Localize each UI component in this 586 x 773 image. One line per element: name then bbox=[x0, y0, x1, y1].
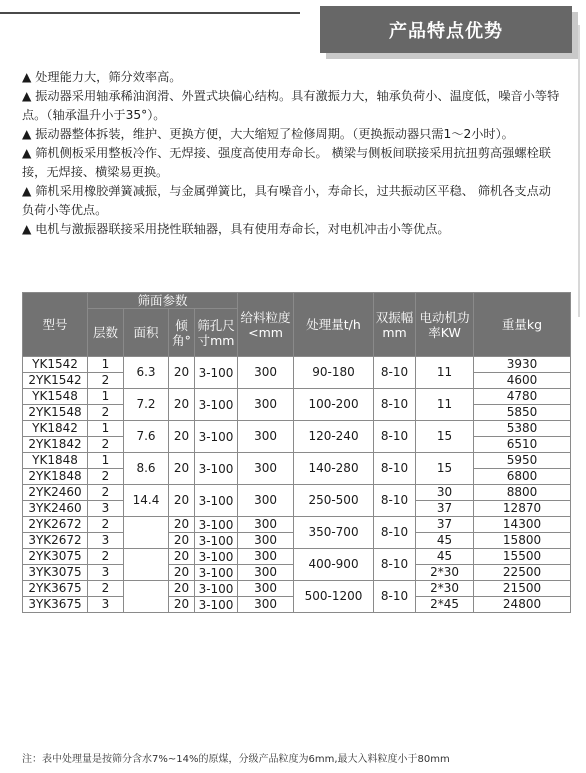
cell-amplitude: 8-10 bbox=[374, 485, 416, 517]
cell-layers: 1 bbox=[88, 421, 124, 437]
header-model: 型号 bbox=[23, 293, 88, 357]
cell-angle: 20 bbox=[169, 565, 195, 581]
cell-area: 6.3 bbox=[124, 357, 169, 389]
cell-aperture: 3-100 bbox=[195, 453, 238, 485]
cell-aperture: 3-100 bbox=[195, 389, 238, 421]
cell-capacity: 250-500 bbox=[294, 485, 374, 517]
cell-aperture: 3-100 bbox=[195, 485, 238, 517]
cell-weight: 4600 bbox=[474, 373, 571, 389]
header-angle: 倾角° bbox=[169, 309, 195, 357]
cell-aperture: 3-100 bbox=[195, 549, 238, 565]
banner-title: 产品特点优势 bbox=[389, 20, 503, 42]
cell-amplitude: 8-10 bbox=[374, 357, 416, 389]
cell-feed: 300 bbox=[238, 581, 294, 597]
cell-power: 15 bbox=[416, 453, 474, 485]
cell-model: 2YK1542 bbox=[23, 373, 88, 389]
cell-weight: 21500 bbox=[474, 581, 571, 597]
section-banner bbox=[320, 6, 572, 53]
cell-layers: 2 bbox=[88, 581, 124, 597]
header-capacity: 处理量t/h bbox=[294, 293, 374, 357]
feature-item: ▲ 振动器整体拆装，维护、更换方便，大大缩短了检修周期。（更换振动器只需1～2小时）。 bbox=[22, 127, 514, 141]
cell-power: 30 bbox=[416, 485, 474, 501]
cell-area bbox=[124, 517, 169, 549]
cell-feed: 300 bbox=[238, 421, 294, 453]
cell-model: 2YK1848 bbox=[23, 469, 88, 485]
header-power: 电动机功率KW bbox=[416, 293, 474, 357]
cell-area bbox=[124, 549, 169, 581]
cell-power: 45 bbox=[416, 533, 474, 549]
cell-feed: 300 bbox=[238, 597, 294, 613]
cell-model: 3YK2460 bbox=[23, 501, 88, 517]
feature-item: ▲ 筛机采用橡胶弹簧减振，与金属弹簧比，具有噪音小，寿命长，过共振动区平稳、 筛机各支点动负荷小等优点。 bbox=[22, 184, 551, 217]
frame-right-line bbox=[578, 25, 580, 317]
cell-feed: 300 bbox=[238, 453, 294, 485]
cell-weight: 22500 bbox=[474, 565, 571, 581]
cell-power: 11 bbox=[416, 357, 474, 389]
cell-model: 2YK1842 bbox=[23, 437, 88, 453]
cell-area: 7.6 bbox=[124, 421, 169, 453]
cell-model: 3YK3675 bbox=[23, 597, 88, 613]
cell-aperture: 3-100 bbox=[195, 421, 238, 453]
cell-model: 2YK2672 bbox=[23, 517, 88, 533]
cell-capacity: 90-180 bbox=[294, 357, 374, 389]
cell-layers: 2 bbox=[88, 469, 124, 485]
frame-top-line bbox=[0, 12, 300, 14]
header-screen-params: 筛面参数 bbox=[88, 293, 238, 309]
cell-weight: 6800 bbox=[474, 469, 571, 485]
cell-power: 15 bbox=[416, 421, 474, 453]
cell-layers: 2 bbox=[88, 437, 124, 453]
cell-angle: 20 bbox=[169, 453, 195, 485]
cell-model: 3YK3075 bbox=[23, 565, 88, 581]
cell-model: YK1848 bbox=[23, 453, 88, 469]
cell-model: YK1842 bbox=[23, 421, 88, 437]
cell-power: 2*30 bbox=[416, 565, 474, 581]
feature-item: ▲ 处理能力大，筛分效率高。 bbox=[22, 70, 182, 84]
cell-weight: 14300 bbox=[474, 517, 571, 533]
cell-power: 37 bbox=[416, 517, 474, 533]
cell-weight: 4780 bbox=[474, 389, 571, 405]
cell-feed: 300 bbox=[238, 517, 294, 533]
cell-amplitude: 8-10 bbox=[374, 549, 416, 581]
cell-power: 11 bbox=[416, 389, 474, 421]
cell-angle: 20 bbox=[169, 357, 195, 389]
cell-feed: 300 bbox=[238, 485, 294, 517]
cell-amplitude: 8-10 bbox=[374, 581, 416, 613]
cell-aperture: 3-100 bbox=[195, 597, 238, 613]
cell-feed: 300 bbox=[238, 389, 294, 421]
cell-area: 7.2 bbox=[124, 389, 169, 421]
cell-weight: 6510 bbox=[474, 437, 571, 453]
cell-capacity: 140-280 bbox=[294, 453, 374, 485]
cell-model: 3YK2672 bbox=[23, 533, 88, 549]
cell-angle: 20 bbox=[169, 485, 195, 517]
cell-feed: 300 bbox=[238, 533, 294, 549]
cell-weight: 5380 bbox=[474, 421, 571, 437]
cell-feed: 300 bbox=[238, 565, 294, 581]
header-weight: 重量kg bbox=[474, 293, 571, 357]
cell-capacity: 500-1200 bbox=[294, 581, 374, 613]
cell-weight: 12870 bbox=[474, 501, 571, 517]
cell-angle: 20 bbox=[169, 597, 195, 613]
cell-power: 2*30 bbox=[416, 581, 474, 597]
cell-model: 2YK1548 bbox=[23, 405, 88, 421]
cell-aperture: 3-100 bbox=[195, 533, 238, 549]
header-amplitude: 双振幅mm bbox=[374, 293, 416, 357]
cell-amplitude: 8-10 bbox=[374, 453, 416, 485]
cell-layers: 2 bbox=[88, 517, 124, 533]
cell-angle: 20 bbox=[169, 581, 195, 597]
cell-angle: 20 bbox=[169, 421, 195, 453]
cell-amplitude: 8-10 bbox=[374, 421, 416, 453]
cell-capacity: 100-200 bbox=[294, 389, 374, 421]
cell-feed: 300 bbox=[238, 357, 294, 389]
cell-layers: 2 bbox=[88, 373, 124, 389]
cell-angle: 20 bbox=[169, 389, 195, 421]
cell-angle: 20 bbox=[169, 517, 195, 533]
cell-capacity: 350-700 bbox=[294, 517, 374, 549]
header-aperture: 筛孔尺寸mm bbox=[195, 309, 238, 357]
cell-power: 45 bbox=[416, 549, 474, 565]
cell-angle: 20 bbox=[169, 549, 195, 565]
cell-model: YK1542 bbox=[23, 357, 88, 373]
cell-area: 8.6 bbox=[124, 453, 169, 485]
cell-weight: 8800 bbox=[474, 485, 571, 501]
cell-feed: 300 bbox=[238, 549, 294, 565]
cell-weight: 15800 bbox=[474, 533, 571, 549]
spec-table bbox=[22, 292, 571, 613]
cell-layers: 3 bbox=[88, 533, 124, 549]
features-list bbox=[22, 68, 562, 239]
cell-aperture: 3-100 bbox=[195, 517, 238, 533]
cell-weight: 5850 bbox=[474, 405, 571, 421]
cell-layers: 2 bbox=[88, 549, 124, 565]
cell-layers: 2 bbox=[88, 405, 124, 421]
cell-area bbox=[124, 581, 169, 613]
table-footnote: 注：表中处理量是按筛分含水7%~14%的原煤，分级产品粒度为6mm,最大入料粒度小于80mm bbox=[22, 754, 450, 765]
cell-weight: 24800 bbox=[474, 597, 571, 613]
cell-model: YK1548 bbox=[23, 389, 88, 405]
cell-layers: 3 bbox=[88, 501, 124, 517]
cell-model: 2YK3675 bbox=[23, 581, 88, 597]
cell-amplitude: 8-10 bbox=[374, 389, 416, 421]
cell-amplitude: 8-10 bbox=[374, 517, 416, 549]
cell-weight: 5950 bbox=[474, 453, 571, 469]
feature-item: ▲ 电机与激振器联接采用挠性联轴器，具有使用寿命长，对电机冲击小等优点。 bbox=[22, 222, 450, 236]
cell-area: 14.4 bbox=[124, 485, 169, 517]
header-layers: 层数 bbox=[88, 309, 124, 357]
cell-layers: 3 bbox=[88, 597, 124, 613]
cell-weight: 3930 bbox=[474, 357, 571, 373]
cell-aperture: 3-100 bbox=[195, 581, 238, 597]
header-feed: 给料粒度<mm bbox=[238, 293, 294, 357]
cell-aperture: 3-100 bbox=[195, 565, 238, 581]
cell-layers: 1 bbox=[88, 389, 124, 405]
cell-angle: 20 bbox=[169, 533, 195, 549]
cell-power: 2*45 bbox=[416, 597, 474, 613]
header-area: 面积 bbox=[124, 309, 169, 357]
cell-power: 37 bbox=[416, 501, 474, 517]
cell-layers: 2 bbox=[88, 485, 124, 501]
cell-model: 2YK2460 bbox=[23, 485, 88, 501]
cell-layers: 1 bbox=[88, 357, 124, 373]
cell-capacity: 120-240 bbox=[294, 421, 374, 453]
cell-weight: 15500 bbox=[474, 549, 571, 565]
cell-layers: 1 bbox=[88, 453, 124, 469]
cell-capacity: 400-900 bbox=[294, 549, 374, 581]
feature-item: ▲ 筛机侧板采用整板冷作、无焊接、强度高使用寿命长。 横梁与侧板间联接采用抗扭剪高强螺栓联接，无焊接、横梁易更换。 bbox=[22, 146, 551, 179]
cell-model: 2YK3075 bbox=[23, 549, 88, 565]
feature-item: ▲ 振动器采用轴承稀油润滑、外置式块偏心结构。具有激振力大，轴承负荷小、温度低，噪音小等特点。（轴承温升小于35°）。 bbox=[22, 89, 560, 122]
cell-aperture: 3-100 bbox=[195, 357, 238, 389]
cell-layers: 3 bbox=[88, 565, 124, 581]
